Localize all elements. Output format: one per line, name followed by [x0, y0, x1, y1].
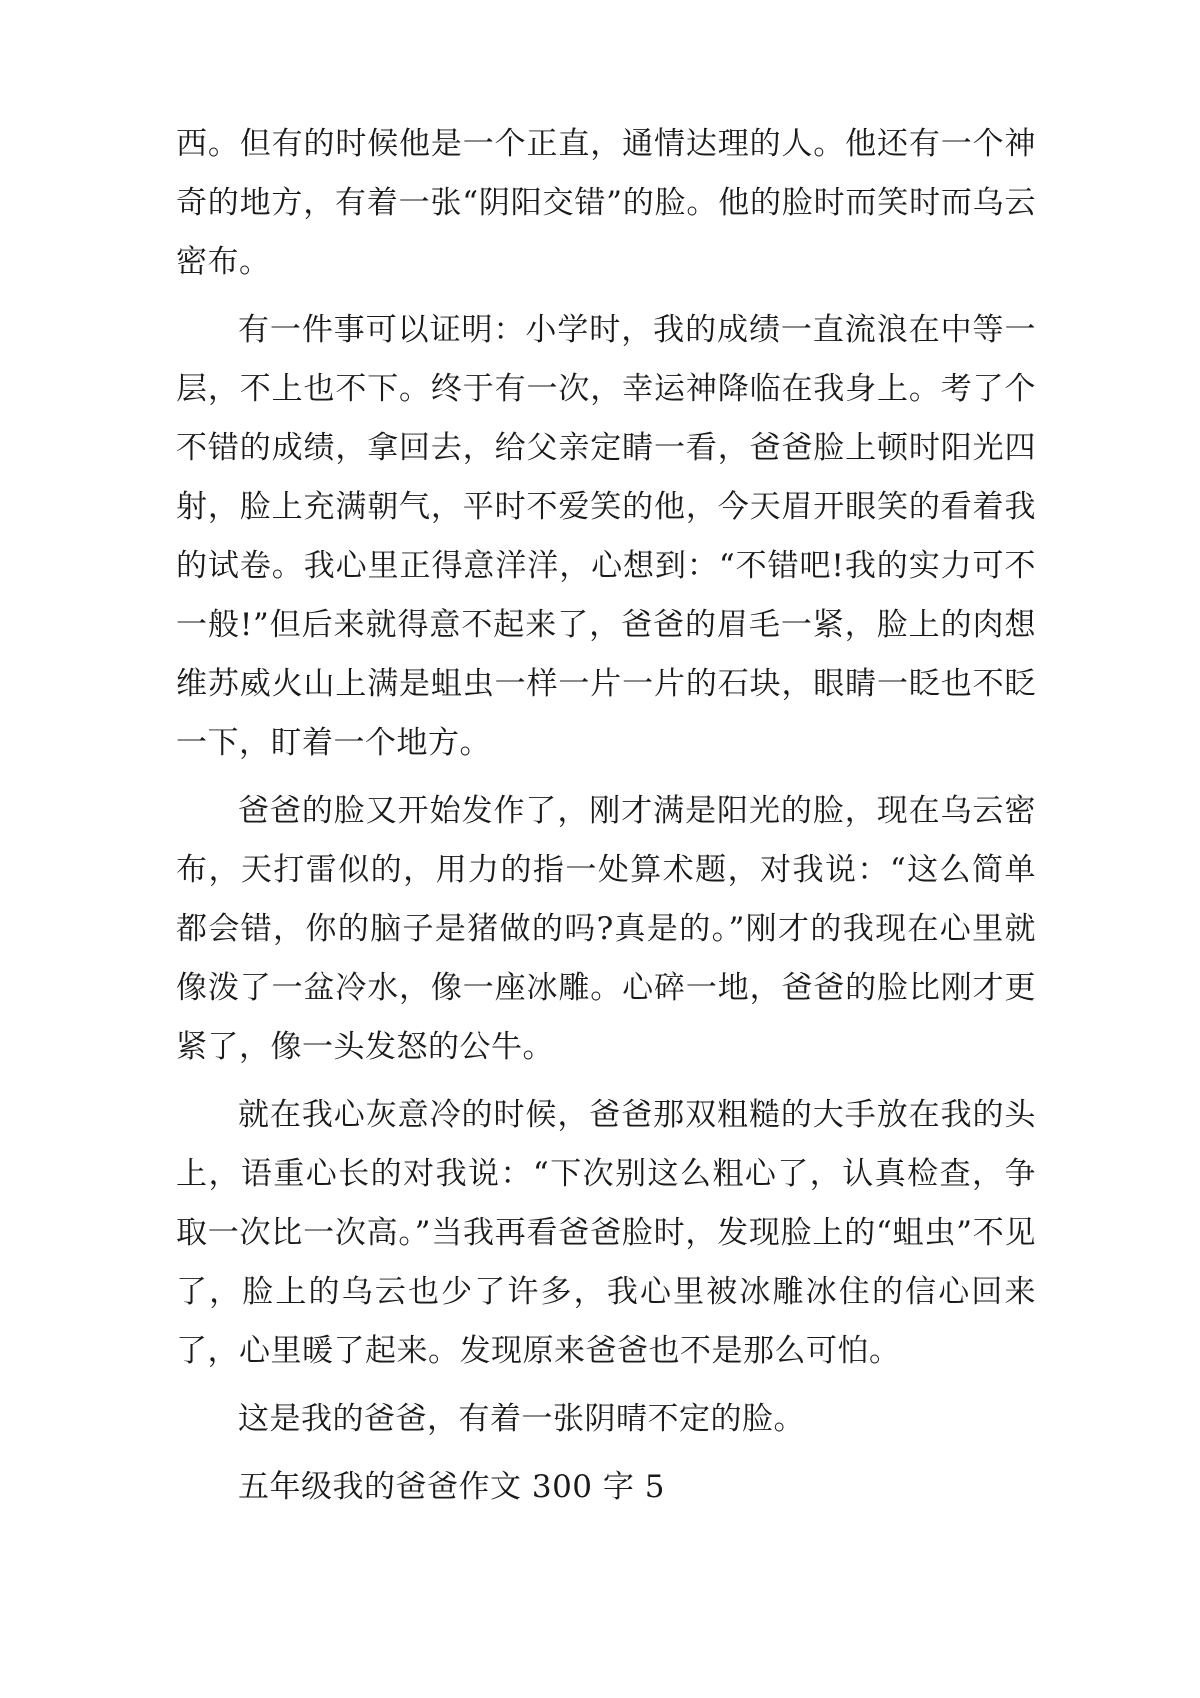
paragraph-2: 有一件事可以证明：小学时，我的成绩一直流浪在中等一层，不上也不下。终于有一次，幸运神降临在我身上。考了个不错的成绩，拿回去，给父亲定睛一看，爸爸脸上顿时阳光四射，脸上充满朝气，平时不爱笑的他，今天眉开眼笑的看着我的试卷。我心里正得意洋洋，心想到：“不错吧!我的实力可不一般!”但后来就得意不起来了，爸爸的眉毛一紧，脸上的肉想维苏威火山上满是蛆虫一样一片一片的石块，眼睛一眨也不眨一下，盯着一个地方。	[176, 312, 1036, 761]
paragraph-3: 爸爸的脸又开始发作了，刚才满是阳光的脸，现在乌云密布，天打雷似的，用力的指一处算术题，对我说：“这么简单都会错，你的脑子是猪做的吗?真是的。”刚才的我现在心里就像泼了一盆冷水，像一座冰雕。心碎一地，爸爸的脸比刚才更紧了，像一头发怒的公牛。	[176, 793, 1036, 1065]
document-body	[176, 115, 1036, 1526]
section-heading: 五年级我的爸爸作文 300 字 5	[238, 1469, 665, 1505]
paragraph-4: 就在我心灰意冷的时候，爸爸那双粗糙的大手放在我的头上，语重心长的对我说：“下次别这么粗心了，认真检查，争取一次比一次高。”当我再看爸爸脸时，发现脸上的“蛆虫”不见了，脸上的乌云也少了许多，我心里被冰雕冰住的信心回来了，心里暖了起来。发现原来爸爸也不是那么可怕。	[176, 1097, 1036, 1369]
paragraph-1: 西。但有的时候他是一个正直，通情达理的人。他还有一个神奇的地方，有着一张“阴阳交错”的脸。他的脸时而笑时而乌云密布。	[176, 126, 1036, 280]
paragraph-5: 这是我的爸爸，有着一张阴晴不定的脸。	[238, 1401, 805, 1437]
